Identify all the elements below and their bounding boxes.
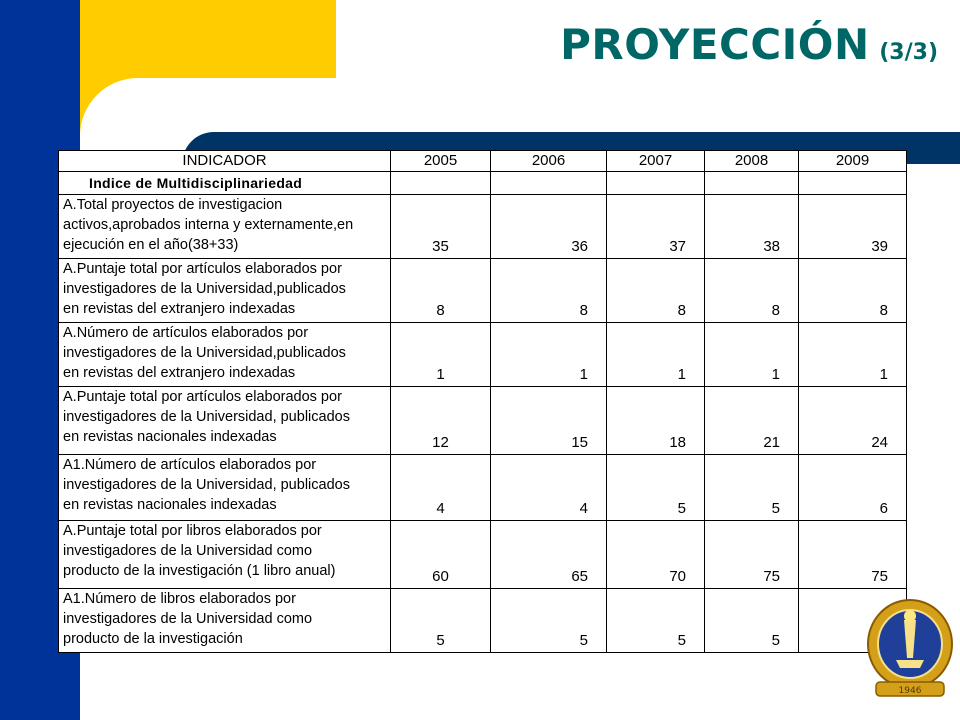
- value-cell: 8: [491, 259, 607, 323]
- value-cell: 1: [491, 323, 607, 387]
- value-cell: 75: [799, 521, 907, 589]
- value-cell: 39: [799, 195, 907, 259]
- indicator-line: investigadores de la Universidad,publicados: [63, 345, 346, 361]
- table-row: [59, 323, 907, 387]
- table-row: [59, 589, 907, 653]
- indicator-cell: [59, 195, 391, 259]
- university-seal-icon: [866, 598, 954, 710]
- value-cell: 18: [607, 387, 705, 455]
- value-cell: 5: [391, 589, 491, 653]
- indicator-cell: [59, 455, 391, 521]
- value-cell: 24: [799, 387, 907, 455]
- indicator-line: en revistas nacionales indexadas: [63, 497, 277, 513]
- indicator-line: investigadores de la Universidad, publicados: [63, 477, 350, 493]
- group-row: [59, 172, 907, 195]
- value-cell: 1: [705, 323, 799, 387]
- group-cell: [491, 172, 607, 195]
- value-cell: 8: [705, 259, 799, 323]
- table-row: [59, 387, 907, 455]
- indicator-line: A.Total proyectos de investigacion: [63, 197, 283, 213]
- value-cell: 5: [705, 455, 799, 521]
- group-label: Indice de Multidisciplinariedad: [59, 172, 391, 195]
- value-cell: 36: [491, 195, 607, 259]
- seal-year: 1946: [898, 686, 922, 696]
- header-indicador: INDICADOR: [59, 151, 391, 172]
- indicator-line: ejecución en el año(38+33): [63, 237, 239, 253]
- value-cell: 60: [391, 521, 491, 589]
- indicator-line: investigadores de la Universidad, publicados: [63, 409, 350, 425]
- indicator-line: producto de la investigación (1 libro anual): [63, 563, 336, 579]
- value-cell: 8: [799, 259, 907, 323]
- table-row: [59, 259, 907, 323]
- indicator-cell: [59, 259, 391, 323]
- header-2007: 2007: [607, 151, 705, 172]
- value-cell: 65: [491, 521, 607, 589]
- indicator-line: A.Puntaje total por libros elaborados por: [63, 523, 322, 539]
- indicator-line: investigadores de la Universidad como: [63, 543, 313, 559]
- indicator-line: en revistas nacionales indexadas: [63, 429, 277, 445]
- value-cell: 75: [705, 521, 799, 589]
- value-cell: 8: [391, 259, 491, 323]
- indicator-cell: [59, 521, 391, 589]
- value-cell: 5: [607, 589, 705, 653]
- value-cell: 38: [705, 195, 799, 259]
- value-cell: 5: [491, 589, 607, 653]
- group-cell: [607, 172, 705, 195]
- indicator-line: A1.Número de libros elaborados por: [63, 591, 296, 607]
- header-2008: 2008: [705, 151, 799, 172]
- value-cell: 5: [705, 589, 799, 653]
- group-cell: [799, 172, 907, 195]
- value-cell: 1: [607, 323, 705, 387]
- table-row: [59, 195, 907, 259]
- indicator-table: [58, 150, 907, 653]
- value-cell: 8: [607, 259, 705, 323]
- indicator-line: A1.Número de artículos elaborados por: [63, 457, 317, 473]
- header-2006: 2006: [491, 151, 607, 172]
- indicator-line: A.Puntaje total por artículos elaborados por: [63, 389, 342, 405]
- header-2005: 2005: [391, 151, 491, 172]
- group-cell: [705, 172, 799, 195]
- value-cell: 4: [391, 455, 491, 521]
- indicator-line: en revistas del extranjero indexadas: [63, 301, 296, 317]
- table-header-row: [59, 151, 907, 172]
- indicator-line: investigadores de la Universidad como: [63, 611, 313, 627]
- value-cell: 35: [391, 195, 491, 259]
- slide-title-subtitle: (3/3): [879, 40, 938, 65]
- table-row: [59, 455, 907, 521]
- value-cell: 70: [607, 521, 705, 589]
- value-cell: 4: [491, 455, 607, 521]
- value-cell: 21: [705, 387, 799, 455]
- value-cell: 12: [391, 387, 491, 455]
- value-cell: 1: [391, 323, 491, 387]
- indicator-line: en revistas del extranjero indexadas: [63, 365, 296, 381]
- table-row: [59, 521, 907, 589]
- indicator-line: A.Número de artículos elaborados por: [63, 325, 309, 341]
- slide-title-main: PROYECCIÓN: [560, 20, 870, 69]
- group-cell: [391, 172, 491, 195]
- indicator-cell: [59, 323, 391, 387]
- value-cell: 15: [491, 387, 607, 455]
- value-cell: 1: [799, 323, 907, 387]
- value-cell: 6: [799, 455, 907, 521]
- indicator-line: producto de la investigación: [63, 631, 243, 647]
- indicator-cell: [59, 387, 391, 455]
- value-cell: 37: [607, 195, 705, 259]
- indicator-line: activos,aprobados interna y externamente,en: [63, 217, 354, 233]
- value-cell: 5: [607, 455, 705, 521]
- indicator-cell: [59, 589, 391, 653]
- slide-title: [560, 20, 938, 69]
- header-2009: 2009: [799, 151, 907, 172]
- indicator-line: A.Puntaje total por artículos elaborados por: [63, 261, 342, 277]
- indicator-line: investigadores de la Universidad,publicados: [63, 281, 346, 297]
